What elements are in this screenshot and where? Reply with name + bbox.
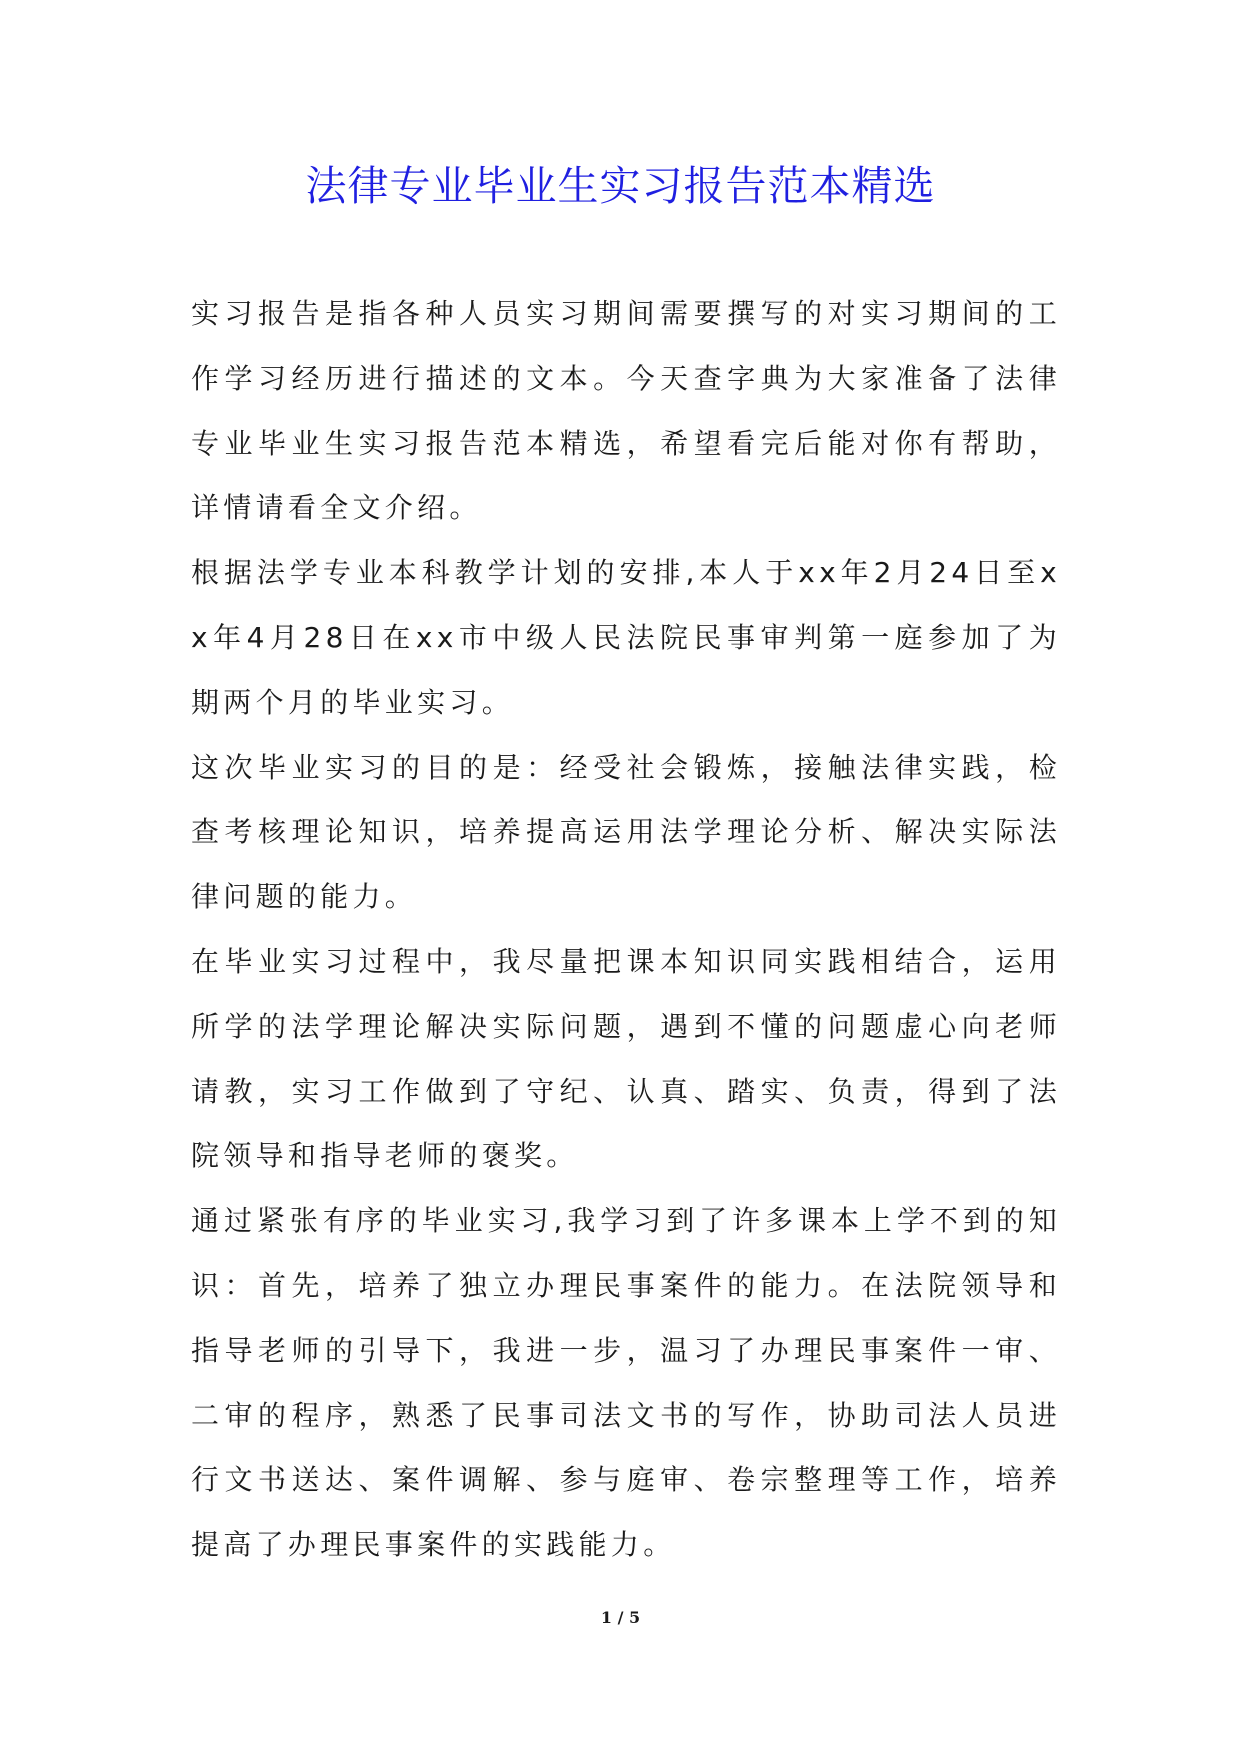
paragraph-internship-schedule: 根据法学专业本科教学计划的安排,本人于xx年2月24日至xx年4月28日在xx市中级人民法院民事审判第一庭参加了为期两个月的毕业实习。 [191,556,1061,719]
document-body [191,282,1061,1578]
paragraph-internship-gains: 通过紧张有序的毕业实习,我学习到了许多课本上学不到的知识：首先，培养了独立办理民事案件的能力。在法院领导和指导老师的引导下，我进一步，温习了办理民事案件一审、二审的程序，熟悉了民事司法文书的写作，协助司法人员进行文书送达、案件调解、参与庭审、卷宗整理等工作，培养提高了办理民事案件的实践能力。 [191,1204,1061,1562]
page-number: 1 / 5 [600,1608,641,1627]
paragraph-internship-process: 在毕业实习过程中，我尽量把课本知识同实践相结合，运用所学的法学理论解决实际问题，遇到不懂的问题虚心向老师请教，实习工作做到了守纪、认真、踏实、负责，得到了法院领导和指导老师的褒奖。 [191,944,1061,1173]
document-title: 法律专业毕业生实习报告范本精选 [305,162,936,210]
paragraph-internship-purpose: 这次毕业实习的目的是：经受社会锻炼，接触法律实践，检查考核理论知识，培养提高运用法学理论分析、解决实际法律问题的能力。 [191,750,1061,914]
paragraph-intro: 实习报告是指各种人员实习期间需要撰写的对实习期间的工作学习经历进行描述的文本。今天查字典为大家准备了法律专业毕业生实习报告范本精选，希望看完后能对你有帮助，详情请看全文介绍。 [191,297,1061,525]
